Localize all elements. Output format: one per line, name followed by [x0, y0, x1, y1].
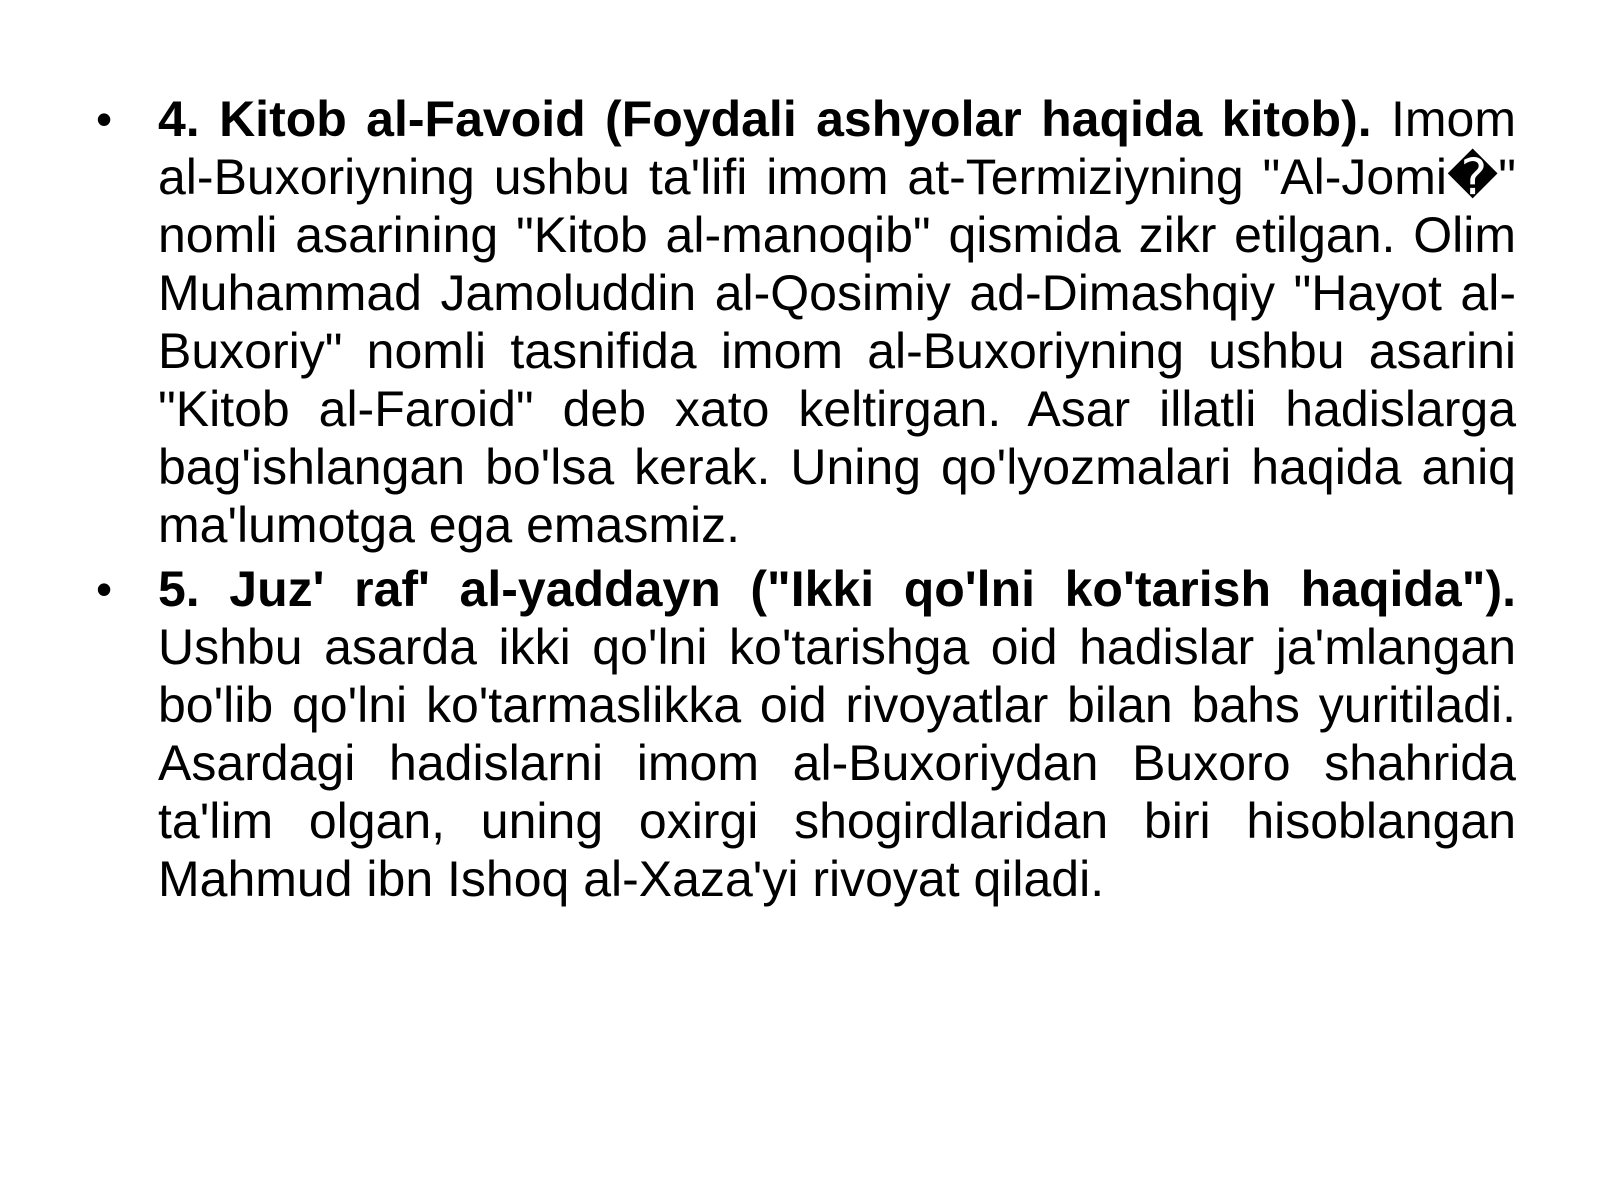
bullet-dot-icon: • [96, 93, 113, 145]
bullet-item-5 [96, 560, 1516, 908]
bullet-heading: 5. Juz' raf' al-yaddayn ("Ikki qo'lni ko'tarish haqida"). [158, 561, 1516, 617]
slide-content [96, 90, 1516, 914]
bullet-list [96, 90, 1516, 908]
bullet-body: Ushbu asarda ikki qo'lni ko'tarishga oid hadislar ja'mlangan bo'lib qo'lni ko'tarmaslikka oid rivoyatlar bilan bahs yuritiladi. Asardagi hadislarni imom al-Buxoriydan Buxoro shahrida ta'lim olgan, uning oxirgi shogirdlaridan biri hisoblangan Mahmud ibn Ishoq al-Xaza'yi rivoyat qiladi. [158, 619, 1516, 907]
bullet-dot-icon: • [96, 563, 113, 615]
bullet-body: Imom al-Buxoriyning ushbu ta'lifi imom at-Termiziyning "Al-Jomi�" nomli asarining "Kitob al-manoqib" qismida zikr etilgan. Olim Muhammad Jamoluddin al-Qosimiy ad-Dimashqiy "Hayot al-Buxoriy" nomli tasnifida imom al-Buxoriyning ushbu asarini "Kitob al-Faroid" deb xato keltirgan. Asar illatli hadislarga bag'ishlangan bo'lsa kerak. Uning qo'lyozmalari haqida aniq ma'lumotga ega emasmiz. [158, 91, 1516, 553]
bullet-heading: 4. Kitob al-Favoid (Foydali ashyolar haqida kitob). [158, 91, 1372, 147]
bullet-item-4 [96, 90, 1516, 554]
